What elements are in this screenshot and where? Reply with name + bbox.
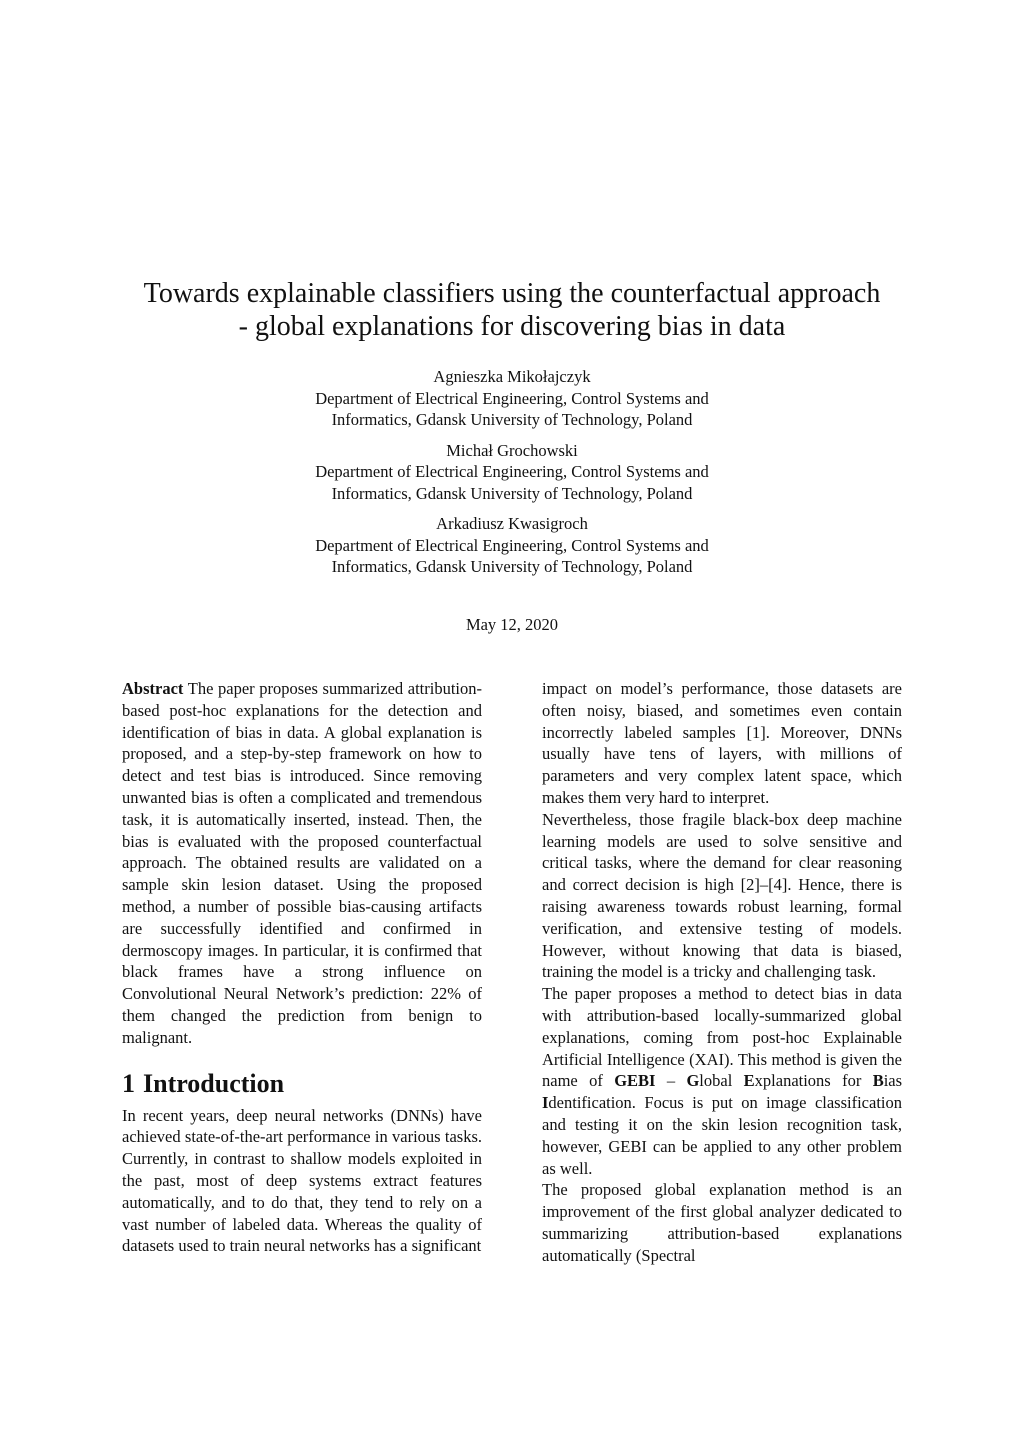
author-affiliation-line-2: Informatics, Gdansk University of Technology, Poland xyxy=(331,410,693,429)
author-name: Michał Grochowski xyxy=(446,440,578,460)
acronym-letter-i: I xyxy=(542,1093,549,1113)
abstract xyxy=(122,678,482,1049)
acronym-letter-e: E xyxy=(743,1071,755,1091)
right-column xyxy=(542,678,902,1267)
section-title: Introduction xyxy=(143,1068,285,1098)
gebi-acronym: GEBI xyxy=(614,1071,656,1091)
intro-paragraph-4: The proposed global explanation method is an improvement of the first global analyzer dedicated to summarizing attribution-based explanations automatically (Spectral xyxy=(542,1180,902,1265)
intro-paragraph-3-end: Focus is put on image classification and testing it on the skin lesion recognition task, however, GEBI can be applied to any other problem as well. xyxy=(542,1093,902,1178)
acronym-word-explanations: xplanations for xyxy=(754,1071,862,1091)
intro-paragraph-3 xyxy=(542,983,902,1179)
left-column xyxy=(122,678,482,1257)
paper-title-line-2: - global explanations for discovering bias in data xyxy=(238,311,786,342)
author-affiliation-line-2: Informatics, Gdansk University of Technology, Poland xyxy=(331,557,693,576)
section-number: 1 xyxy=(122,1068,135,1098)
author-block xyxy=(200,513,824,578)
author-affiliation-line-2: Informatics, Gdansk University of Technology, Poland xyxy=(331,483,693,503)
intro-paragraph-1-start: In recent years, deep neural networks (DNNs) have achieved state-of-the-art performance in various tasks. Currently, in contrast to shallow models exploited in the past, most of deep systems extract features automatically, and to do that, they tend to rely on a vast number of labeled data. Whereas the quality of datasets used to train neural networks has a significant xyxy=(122,1105,482,1256)
abstract-label: Abstract xyxy=(122,679,184,698)
abstract-text: The paper proposes summarized attribution-based post-hoc explanations for the detection and identification of bias in data. A global explanation is proposed, and a step-by-step framework on how to detect and test bias is introduced. Since removing unwanted bias is often a complicated and tremendous task, it is automatically inserted, instead. Then, the bias is evaluated with the proposed counterfactual approach. The obtained results are validated on a sample skin lesion dataset. Using the proposed method, a number of possible bias-causing artifacts are successfully identified and confirmed in dermoscopy images. In particular, it is confirmed that black frames have a strong influence on Convolutional Neural Network’s prediction: 22% of them changed the prediction from benign to malignant. xyxy=(122,679,483,1047)
author-block xyxy=(200,440,824,505)
intro-paragraph-2: Nevertheless, those fragile black-box deep machine learning models are used to solve sensitive and critical tasks, where the demand for clear reasoning and correct decision is high [2]–[4]. Hence, there is raising awareness towards robust learning, formal verification, and extensive testing of models. However, without knowing that data is biased, training the model is a tricky and challenging task. xyxy=(542,809,902,982)
acronym-letter-g: G xyxy=(686,1071,700,1091)
acronym-dash: – xyxy=(666,1071,676,1091)
intro-paragraph-1-end: impact on model’s performance, those datasets are often noisy, biased, and sometimes even contain incorrectly labeled samples [1]. Moreover, DNNs usually have tens of layers, with millions of parameters and very complex latent space, which makes them very hard to interpret. xyxy=(542,679,902,807)
author-name: Arkadiusz Kwasigroch xyxy=(436,514,588,533)
author-block xyxy=(200,366,824,431)
section-heading-introduction xyxy=(122,1069,482,1099)
paper-title-line-1: Towards explainable classifiers using the counterfactual approach xyxy=(143,278,881,309)
author-affiliation-line-1: Department of Electrical Engineering, Control Systems and xyxy=(315,535,709,555)
paper-title xyxy=(80,277,944,343)
acronym-word-bias: ias xyxy=(883,1071,903,1091)
intro-paragraph-3-start: The paper proposes a method to detect bias in data with attribution-based locally-summarized global explanations, coming from post-hoc Explainable Artificial Intelligence (XAI). This method is given the name of xyxy=(542,984,902,1091)
author-affiliation-line-1: Department of Electrical Engineering, Control Systems and xyxy=(315,462,709,481)
acronym-word-global: lobal xyxy=(699,1071,733,1091)
publication-date: May 12, 2020 xyxy=(465,615,559,634)
acronym-word-identification: dentification. xyxy=(548,1093,636,1113)
author-affiliation-line-1: Department of Electrical Engineering, Control Systems and xyxy=(315,388,709,408)
author-name: Agnieszka Mikołajczyk xyxy=(433,367,591,386)
author-list xyxy=(200,366,824,587)
acronym-letter-b: B xyxy=(872,1071,884,1091)
